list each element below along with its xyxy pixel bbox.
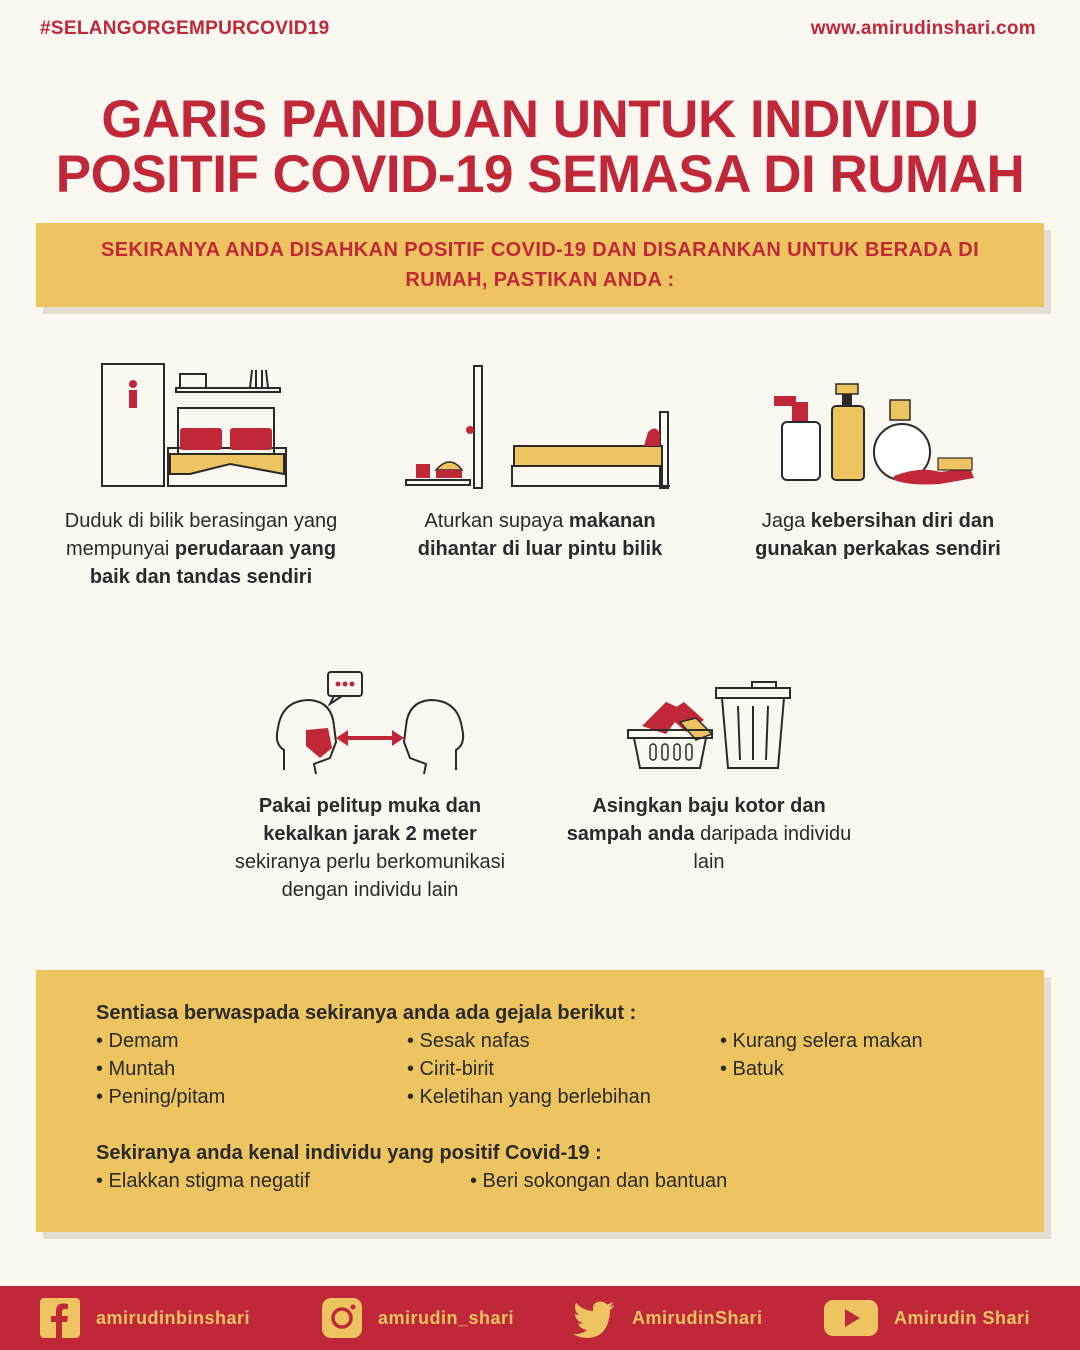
twitter-handle: AmirudinShari [632,1307,763,1328]
info-box [36,970,1044,1232]
twitter-link[interactable] [572,1298,763,1338]
support-item: • Elakkan stigma negatif [96,1170,310,1192]
guideline-caption-2: Aturkan supaya makanan dihantar di luar pintu bilik [417,510,663,560]
symptoms-heading: Sentiasa berwaspada sekiranya anda ada gejala berikut : [96,1002,637,1024]
symptom-item: • Pening/pitam [96,1086,226,1108]
support-heading: Sekiranya anda kenal individu yang positif Covid-19 : [96,1142,602,1164]
symptom-item: • Sesak nafas [407,1030,530,1052]
website-link[interactable]: www.amirudinshari.com [810,18,1036,39]
food-outside-door-icon [404,362,674,492]
intro-banner [36,223,1044,307]
facebook-link[interactable] [40,1298,250,1338]
youtube-link[interactable] [824,1298,1030,1338]
social-footer [0,1286,1080,1350]
mask-distance-icon [270,670,470,780]
hashtag: #SELANGORGEMPURCOVID19 [40,18,330,39]
guideline-caption-4: Pakai pelitup muka dan kekalkan jarak 2 meter sekiranya perlu berkomunikasi dengan individu lain [234,795,506,901]
facebook-icon [40,1298,80,1338]
instagram-icon [322,1298,362,1338]
page-title [0,92,1080,202]
symptom-item: • Kurang selera makan [720,1030,923,1052]
symptom-item: • Batuk [720,1058,784,1080]
facebook-handle: amirudinbinshari [96,1307,251,1328]
symptom-item: • Muntah [96,1058,176,1080]
instagram-link[interactable] [322,1298,514,1338]
symptom-item: • Cirit-birit [407,1058,494,1080]
instagram-handle: amirudin_shari [378,1307,515,1328]
support-item: • Beri sokongan dan bantuan [470,1170,728,1192]
toiletries-icon [770,380,980,492]
youtube-handle: Amirudin Shari [894,1307,1031,1328]
twitter-icon [572,1298,616,1338]
intro-banner-text: SEKIRANYA ANDA DISAHKAN POSITIF COVID-19 DAN DISARANKAN UNTUK BERADA DI RUMAH, PASTIKAN ANDA : [100,239,980,291]
symptom-item: • Keletihan yang berlebihan [407,1086,651,1108]
guideline-caption-5: Asingkan baju kotor dan sampah anda daripada individu lain [566,795,852,873]
title-line-1: GARIS PANDUAN UNTUK INDIVIDU [101,90,979,149]
bedroom-icon [100,362,290,492]
symptom-item: • Demam [96,1030,179,1052]
youtube-icon [824,1298,878,1338]
title-line-2: POSITIF COVID-19 SEMASA DI RUMAH [55,145,1025,204]
top-bar [40,18,1036,40]
guideline-caption-1: Duduk di bilik berasingan yang mempunyai perudaraan yang baik dan tandas sendiri [64,510,338,588]
laundry-trash-icon [626,680,796,775]
guideline-caption-3: Jaga kebersihan diri dan gunakan perkakas sendiri [755,510,1001,560]
